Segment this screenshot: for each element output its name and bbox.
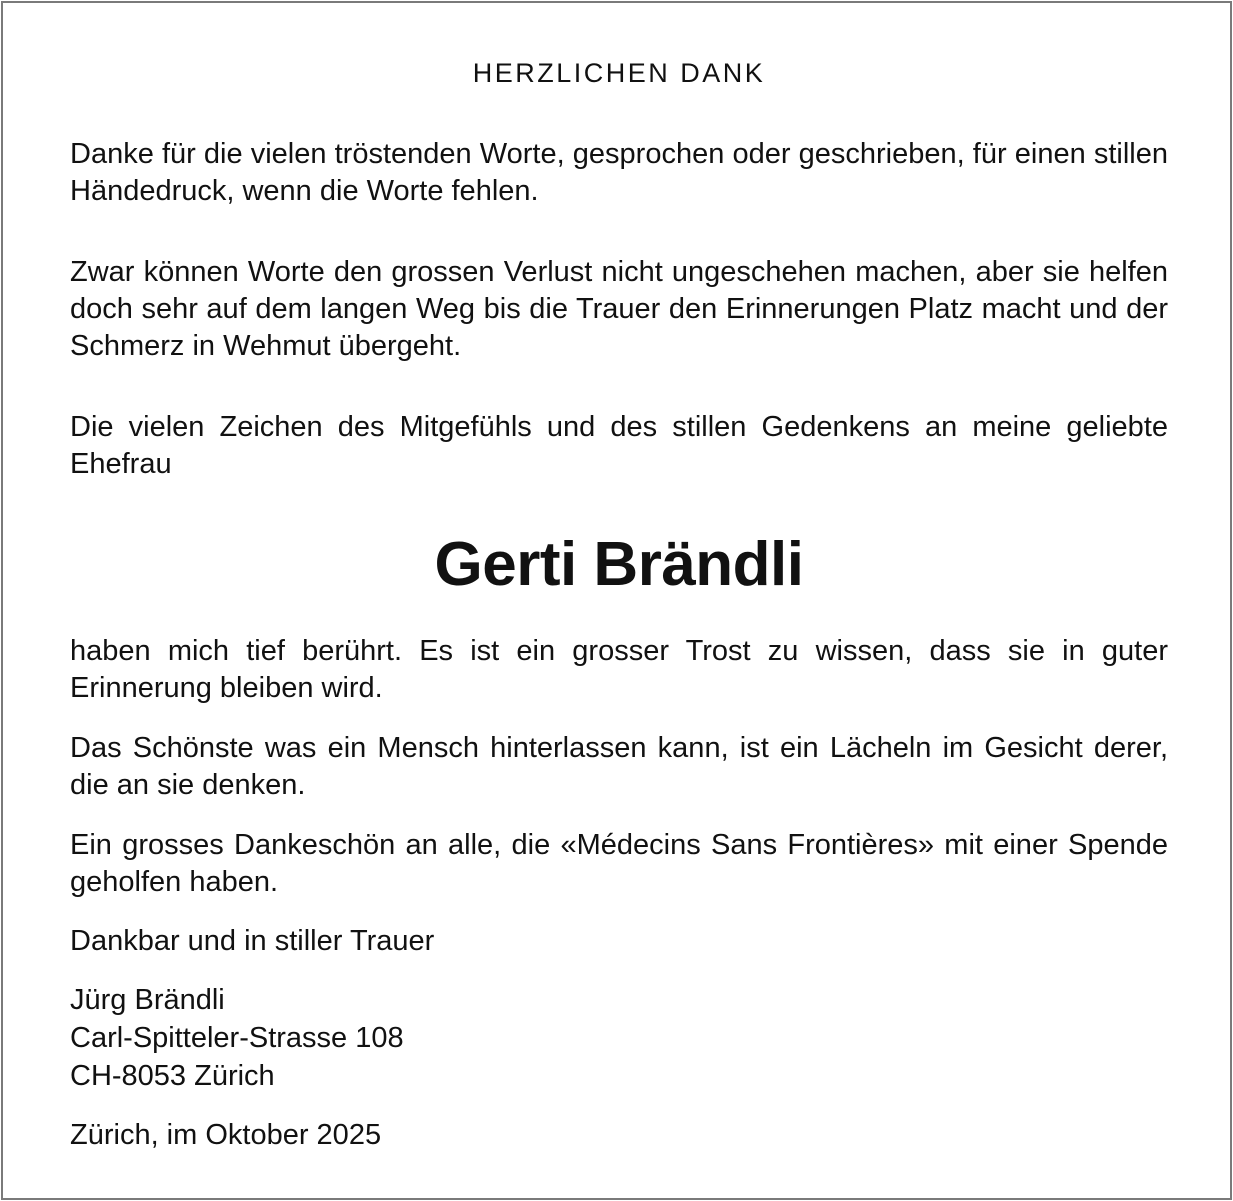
paragraph-touched: haben mich tief berührt. Es ist ein grosser Trost zu wissen, dass sie in guter Erinnerung bleiben wird. [70,635,1168,704]
paragraph-loss: Zwar können Worte den grossen Verlust nicht ungeschehen machen, aber sie helfen doch sehr auf dem langen Weg bis die Trauer den Erinnerungen Platz macht und der Schmerz in Wehmut übergeht. [70,256,1168,362]
place-date: Zürich, im Oktober 2025 [70,1119,382,1151]
closing-line: Dankbar und in stiller Trauer [70,925,435,957]
paragraph-donation: Ein grosses Dankeschön an alle, die «Médecins Sans Frontières» mit einer Spende geholfen haben. [70,829,1168,898]
sender-city: CH-8053 Zürich [70,1060,275,1092]
paragraph-thanks: Danke für die vielen tröstenden Worte, gesprochen oder geschrieben, für einen stillen Händedruck, wenn die Worte fehlen. [70,138,1168,207]
sender-street: Carl-Spitteler-Strasse 108 [70,1022,404,1054]
notice-frame [1,1,1232,1200]
paragraph-signs: Die vielen Zeichen des Mitgefühls und des stillen Gedenkens an meine geliebte Ehefrau [70,411,1168,480]
deceased-name: Gerti Brändli [434,530,804,599]
paragraph-smile: Das Schönste was ein Mensch hinterlassen kann, ist ein Lächeln im Gesicht derer, die an sie denken. [70,732,1168,801]
sender-name: Jürg Brändli [70,984,225,1016]
notice-heading: HERZLICHEN DANK [472,58,766,88]
